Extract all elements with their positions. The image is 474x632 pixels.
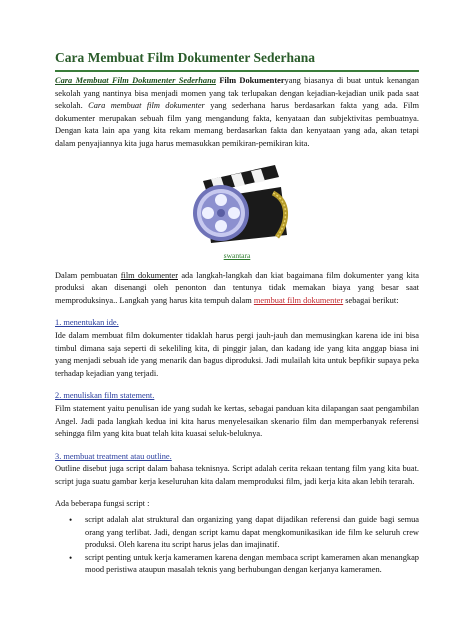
- bullet-icon: •: [69, 552, 73, 563]
- section-body-treatment: Outline disebut juga script dalam bahasa teknisnya. Script adalah cerita rekaan tentang film yang kita buat. script juga suatu gambar kerja keseluruhan kita dalam memproduksi film, jadi kerja kita akan lebih terarah.: [55, 464, 419, 486]
- membuat-film-link[interactable]: membuat film dokumenter: [253, 295, 344, 305]
- intro-text-2: yang sederhana harus berdasarkan fakta yang ada. Film dokumenter merupakan sebuah film yang mengandung fakta, kenyataan dan subjektivitas pembuatnya. Dengan kata lain apa yang kita rekam memang berdasarkan fakta dan kenyataan yang ada, akan tetapi dalam penyajiannya kita juga harus memasukkan pemikiran-pemikiran kita.: [55, 101, 420, 148]
- figure-caption[interactable]: swantara: [223, 250, 251, 260]
- title-link[interactable]: Cara Membuat Film Dokumenter Sederhana: [55, 76, 216, 85]
- fungsi-intro: Ada beberapa fungsi script :: [55, 499, 150, 509]
- film-dokumenter-link[interactable]: film dokumenter: [120, 270, 178, 280]
- title-divider: [55, 70, 419, 72]
- intro-text-1: yang biasanya di buat untuk kenangan sekolah yang nantinya bisa menjadi momen yang tak terlupakan dengan kejadian-kejadian unik pada saat sekolah.: [55, 76, 420, 111]
- intro-paragraph: [55, 75, 419, 151]
- list-item: [69, 552, 419, 577]
- para1-text-2: ada langkah-langkah dan kiat bagaimana film dokumenter yang kita produksi akan disenangi oleh penonton dan tentunya tidak memakan biaya yang besar saat memproduksinya.. Langkah yang harus kita tempuh dalam: [55, 270, 420, 305]
- intro-italic-term: Cara membuat film dokumenter: [88, 101, 205, 111]
- section-heading-ide: 1. menentukan ide.: [55, 318, 119, 328]
- section-body-statement: Film statement yaitu penulisan ide yang sudah ke kertas, sebagai panduan kita dilapangan saat pengambilan Angel. Jadi pada langkah kedua ini kita harus menyelesaikan skenario film dan memperbanyak referensi sehingga film yang kita buat telah kita kuasai seluk-beluknya.: [55, 403, 419, 439]
- document-page: [55, 50, 419, 577]
- film-illustration: [55, 157, 419, 260]
- list-item-text: script penting untuk kerja kameramen karena dengan membaca script kameramen akan menangkap mood peristiwa ataupun masalah teknis yang berhubungan dengan kerjanya kameramen.: [85, 552, 419, 575]
- intro-bold-term: Film Dokumenter: [219, 76, 285, 85]
- film-reel-clapperboard-icon: [177, 157, 297, 245]
- section-heading-statement: 2. menuliskan film statement.: [55, 391, 155, 401]
- para1-text-1: Dalam pembuatan: [55, 270, 118, 280]
- section-body-ide: Ide dalam membuat film dokumenter tidaklah harus pergi jauh-jauh dan memusingkan karena ide ini bisa timbul dimana saja seperti di sekeliling kita, di pinggir jalan, dan kadang ide yang kita anggap biasa ini yang menjadi sebuah ide yang menarik dan bagus diproduksi. Jadi mulailah kita untuk bepfikir supaya peka terhadap kejadian yang terjadi.: [55, 330, 419, 378]
- list-item-text: script adalah alat struktural dan organizing yang dapat dijadikan referensi dan guide bagi semua orang yang terlibat. Jadi, dengan script kamu dapat mengkomunikasikan ide film ke seluruh crew produksi. Oleh karena itu script harus jelas dan imajinatif.: [85, 515, 419, 550]
- list-item: [69, 514, 419, 552]
- fungsi-list: [55, 514, 419, 577]
- langkah-paragraph: [55, 270, 419, 308]
- page-title: Cara Membuat Film Dokumenter Sederhana: [55, 50, 315, 65]
- bullet-icon: •: [69, 515, 73, 526]
- para1-text-3: sebagai berikut:: [345, 295, 399, 305]
- section-heading-treatment: 3. membuat treatment atau outline.: [55, 451, 172, 461]
